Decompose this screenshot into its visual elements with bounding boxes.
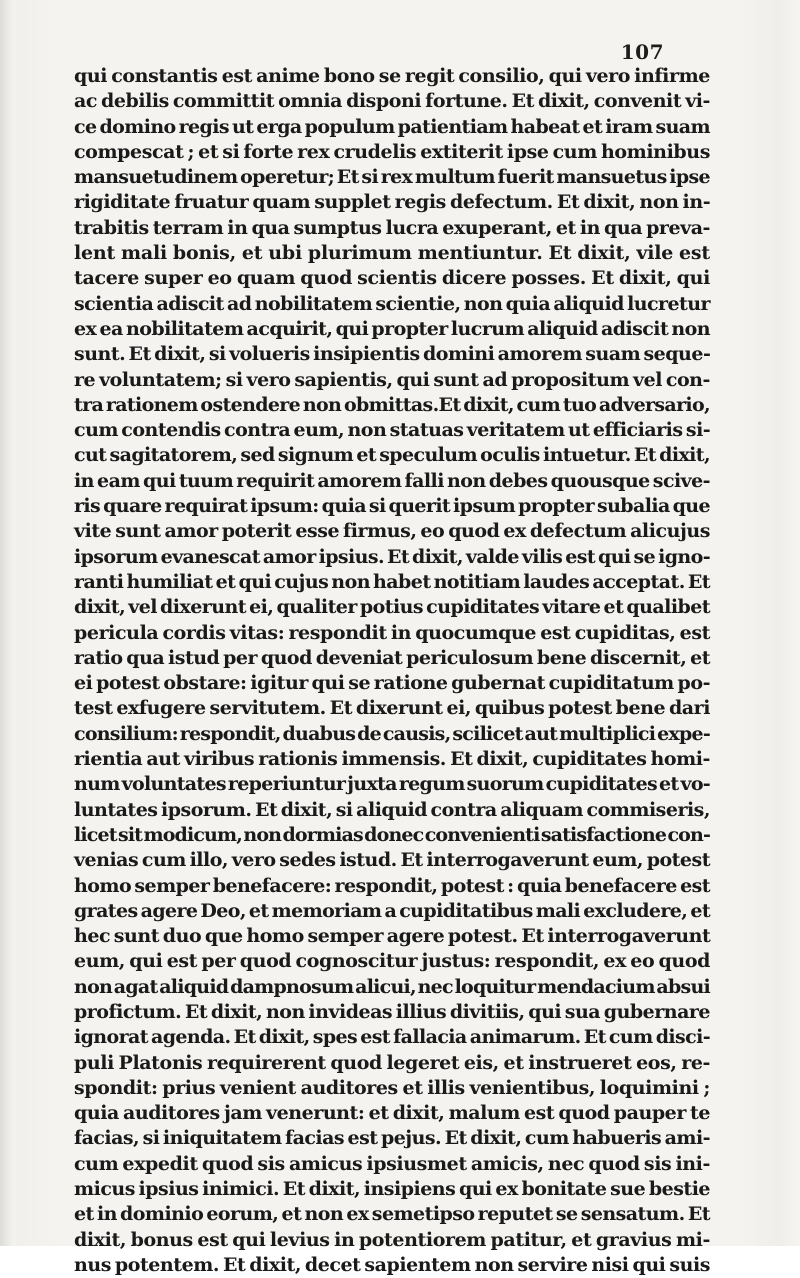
text-line: homo semper benefacere: respondit, potest : quia benefacere est <box>74 874 710 897</box>
text-line: ris quare requirat ipsum: quia si querit ipsum propter subalia que <box>74 495 710 518</box>
text-line: cut sagitatorem, sed signum et speculum oculis intuetur. Et dixit, <box>74 444 710 467</box>
text-line: tacere super eo quam quod scientis dicere posses. Et dixit, qui <box>74 267 710 290</box>
text-line: venias cum illo, vero sedes istud. Et interrogaverunt eum, potest <box>74 849 710 872</box>
text-line: ce domino regis ut erga populum patientiam habeat et iram suam <box>74 115 710 138</box>
text-line: compescat ; et si forte rex crudelis extiterit ipse cum hominibus <box>74 140 710 163</box>
text-line: trabitis terram in qua sumptus lucra exuperant, et in qua preva- <box>74 216 710 239</box>
text-line: consilium: respondit, duabus de causis, scilicet aut multiplici expe- <box>74 722 710 745</box>
body-text <box>74 64 710 1278</box>
text-line: nus potentem. Et dixit, decet sapientem non servire nisi qui suis <box>74 1253 710 1276</box>
text-line: hec sunt duo que homo semper agere potest. Et interrogaverunt <box>74 925 711 948</box>
book-page <box>62 30 722 1276</box>
text-line: lent mali bonis, et ubi plurimum mentiuntur. Et dixit, vile est <box>74 242 710 265</box>
text-line: tra rationem ostendere non obmittas.Et dixit, cum tuo adversario, <box>74 393 710 416</box>
text-line: spondit: prius venient auditores et illis venientibus, loquimini ; <box>74 1076 710 1099</box>
text-line: ipsorum evanescat amor ipsius. Et dixit, valde vilis est qui se igno- <box>74 545 710 568</box>
text-line: num voluntates reperiuntur juxta regum suorum cupiditates et vo- <box>74 773 710 796</box>
text-line: luntates ipsorum. Et dixit, si aliquid contra aliquam commiseris, <box>74 798 710 821</box>
text-line: scientia adiscit ad nobilitatem scientie, non quia aliquid lucretur <box>74 292 710 315</box>
text-line: cum contendis contra eum, non statuas veritatem ut efficiaris si- <box>74 419 711 442</box>
text-line: dixit, vel dixerunt ei, qualiter potius cupiditates vitare et qualibet <box>74 596 710 619</box>
text-line: ignorat agenda. Et dixit, spes est fallacia animarum. Et cum disci- <box>74 1026 710 1049</box>
text-line: test exfugere servitutem. Et dixerunt ei, quibus potest bene dari <box>74 697 710 720</box>
text-line: non agat aliquid dampnosum alicui, nec loquitur mendacium absui <box>74 975 710 998</box>
text-line: eum, qui est per quod cognoscitur justus: respondit, ex eo quod <box>74 950 710 973</box>
page-number: 107 <box>620 40 664 64</box>
text-line: ratio qua istud per quod deveniat periculosum bene discernit, et <box>74 646 710 669</box>
text-line: sunt. Et dixit, si volueris insipientis domini amorem suam seque- <box>74 343 711 366</box>
text-line: pericula cordis vitas: respondit in quocumque est cupiditas, est <box>74 621 710 644</box>
text-line: facias, si iniquitatem facias est pejus. Et dixit, cum habueris ami- <box>74 1127 710 1150</box>
text-line: re voluntatem; si vero sapientis, qui sunt ad propositum vel con- <box>74 368 710 391</box>
text-line: qui constantis est anime bono se regit consilio, qui vero infirme <box>74 65 710 87</box>
text-line: ac debilis committit omnia disponi fortune. Et dixit, convenit vi- <box>74 90 710 113</box>
text-line: et in dominio eorum, et non ex semetipso reputet se sensatum. Et <box>74 1203 710 1226</box>
text-line: ranti humiliat et qui cujus non habet notitiam laudes acceptat. Et <box>74 570 710 593</box>
text-line: cum expedit quod sis amicus ipsiusmet amicis, nec quod sis ini- <box>74 1152 710 1175</box>
text-line: dixit, bonus est qui levius in potentiorem patitur, et gravius mi- <box>74 1228 710 1251</box>
text-line: vite sunt amor poterit esse firmus, eo quod ex defectum alicujus <box>74 520 710 543</box>
text-line: puli Platonis requirerent quod legeret eis, et instrueret eos, re- <box>74 1051 710 1074</box>
text-line: rigiditate fruatur quam supplet regis defectum. Et dixit, non in- <box>74 191 711 214</box>
text-line: mansuetudinem operetur; Et si rex multum fuerit mansuetus ipse <box>74 166 710 189</box>
text-line: ex ea nobilitatem acquirit, qui propter lucrum aliquid adiscit non <box>74 317 710 340</box>
text-line: licet sit modicum, non dormias donec convenienti satisfactione con- <box>74 823 710 846</box>
text-line: grates agere Deo, et memoriam a cupiditatibus mali excludere, et <box>74 899 710 922</box>
text-line: in eam qui tuum requirit amorem falli non debes quousque scive- <box>74 469 710 492</box>
page-gutter-shadow <box>0 0 14 1246</box>
text-line: micus ipsius inimici. Et dixit, insipiens qui ex bonitate sue bestie <box>74 1178 710 1201</box>
text-line: ei potest obstare: igitur qui se ratione gubernat cupiditatum po- <box>74 672 710 695</box>
text-line: rientia aut viribus rationis immensis. Et dixit, cupiditates homi- <box>74 748 710 771</box>
text-line: profictum. Et dixit, non invideas illius divitiis, qui sua gubernare <box>74 1000 710 1023</box>
text-line: quia auditores jam venerunt: et dixit, malum est quod pauper te <box>74 1102 710 1125</box>
